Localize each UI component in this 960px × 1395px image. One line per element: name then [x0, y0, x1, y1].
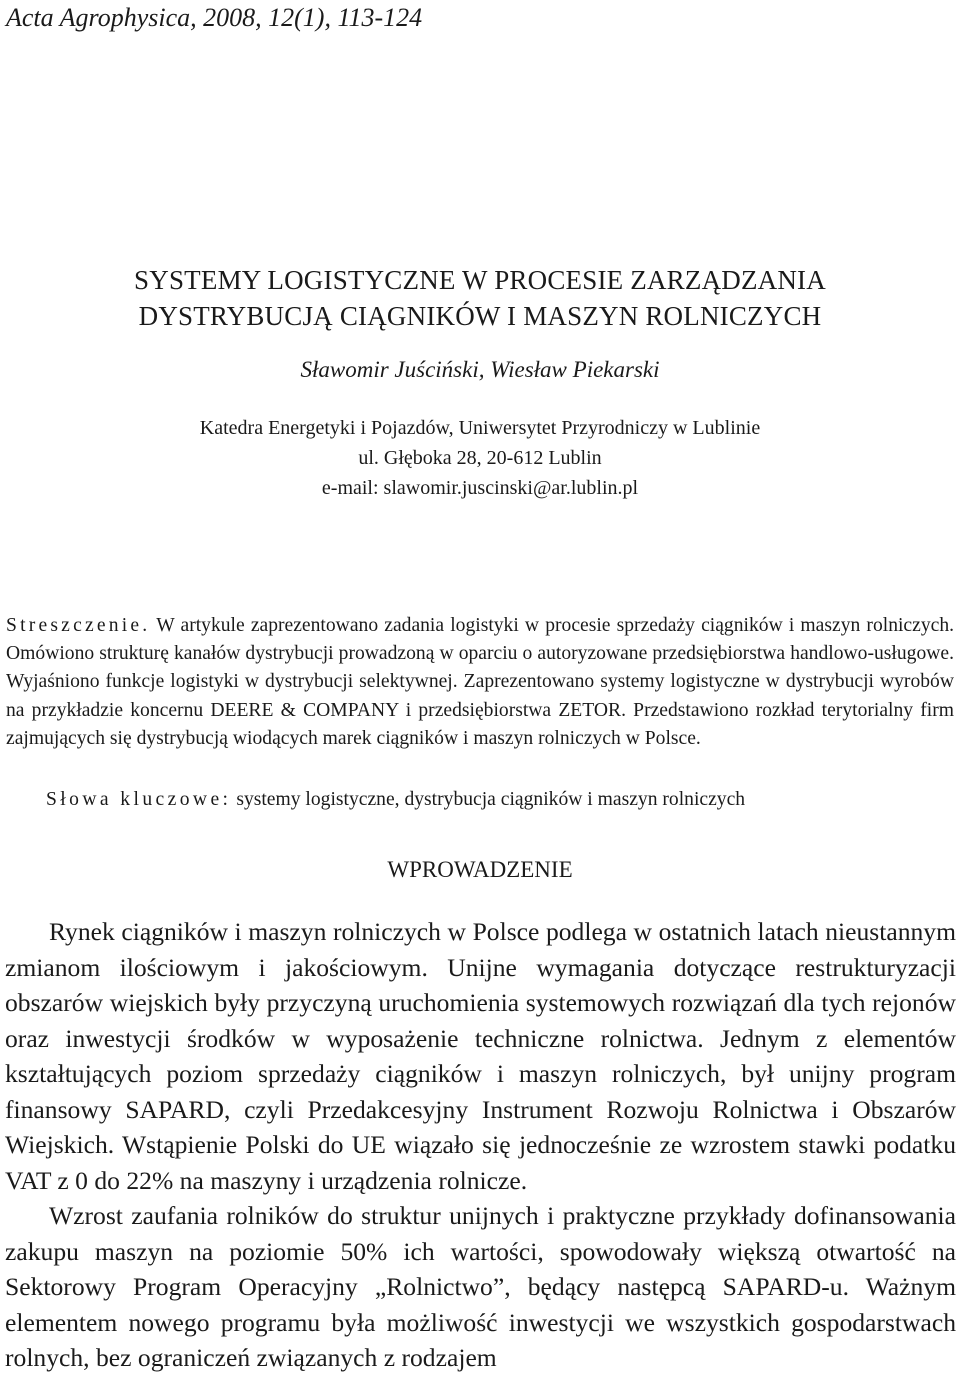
journal-header: Acta Agrophysica, 2008, 12(1), 113-124 — [6, 3, 423, 32]
title-line-1: SYSTEMY LOGISTYCZNE W PROCESIE ZARZĄDZANIA — [134, 265, 826, 295]
body-paragraph-1: Rynek ciągników i maszyn rolniczych w Polsce podlega w ostatnich latach nieustannym zmianom ilościowym i jakościowym. Unijne wymagania dotyczące restrukturyzacji obszarów wiejskich były przyczyną uruchomienia systemowych rozwiązań dla tych rejonów oraz inwestycji środków w wyposażenie techniczne rolnictwa. Jednym z elementów kształtujących poziom sprzedaży ciągników i maszyn rolniczych, był unijny program finansowy SAPARD, czyli Przedakcesyjny Instrument Rozwoju Rolnictwa i Obszarów Wiejskich. Wstąpienie Polski do UE wiązało się jednocześnie ze wzrostem stawki podatku VAT z 0 do 22% na maszyny i urządzenia rolnicze. — [5, 917, 956, 1195]
abstract-text: W artykule zaprezentowano zadania logistyki w procesie sprzedaży ciągników i maszyn rolniczych. Omówiono strukturę kanałów dystrybucji prowadzoną w oparciu o autoryzowane przedsiębiorstwa handlowo-usługowe. Wyjaśniono funkcje logistyki w dystrybucji selektywnej. Zaprezentowano systemy logistyczne w dystrybucji wyrobów na przykładzie koncernu DEERE & COMPANY i przedsiębiorstwa ZETOR. Przedstawiono rozkład terytorialny firm zajmujących się dystrybucją wiodących marek ciągników i maszyn rolniczych w Polsce. — [6, 615, 955, 749]
body-paragraph-2: Wzrost zaufania rolników do struktur unijnych i praktyczne przykłady dofinansowania zakupu maszyn na poziomie 50% ich wartości, spowodowały większą otwartość na Sektorowy Program Operacyjny „Rolnictwo”, będący następcą SAPARD-u. Ważnym elementem nowego programu była możliwość inwestycji we wszystkich gospodarstwach rolnych, bez ograniczeń związanych z rodzajem — [5, 1201, 956, 1372]
affiliation-email[interactable]: e-mail: slawomir.juscinski@ar.lublin.pl — [321, 477, 639, 499]
keywords-label: Słowa kluczowe: — [46, 789, 232, 810]
section-heading: WPROWADZENIE — [387, 857, 573, 882]
paper-title — [0, 262, 960, 334]
affiliation-address: ul. Głęboka 28, 20-612 Lublin — [358, 447, 602, 469]
title-line-2: DYSTRYBUCJĄ CIĄGNIKÓW I MASZYN ROLNICZYCH — [138, 301, 822, 331]
abstract-label: Streszczenie. — [6, 615, 151, 636]
keywords — [46, 786, 956, 814]
body-text — [5, 914, 956, 1376]
affiliation-department: Katedra Energetyki i Pojazdów, Uniwersytet Przyrodniczy w Lublinie — [199, 417, 761, 439]
authors: Sławomir Juściński, Wiesław Piekarski — [300, 357, 660, 382]
keywords-text: systemy logistyczne, dystrybucja ciągników i maszyn rolniczych — [236, 789, 746, 810]
abstract — [6, 612, 954, 753]
